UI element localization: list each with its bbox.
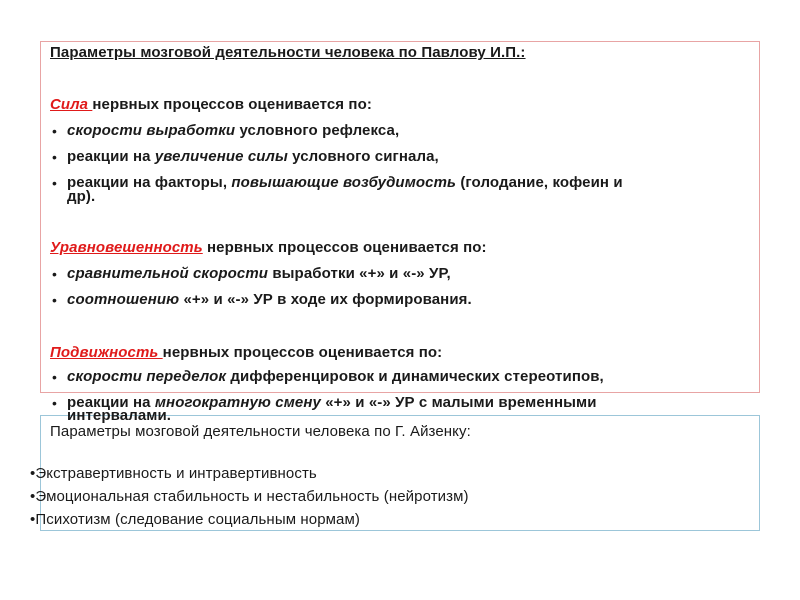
mobility-line [50, 345, 442, 361]
mobility-item-1: скорости переделок дифференцировок и динамических стереотипов, [67, 368, 604, 385]
eysenck-heading: Параметры мозговой деятельности человека по Г. Айзенку: [50, 423, 471, 440]
mobility-item-2-cont: интервалами. [67, 407, 172, 424]
strength-line [50, 97, 372, 113]
strength-key: Сила [50, 96, 93, 113]
balance-item-1: сравнительной скорости выработки «+» и «-» УР, [67, 265, 451, 282]
pavlov-heading: Параметры мозговой деятельности человека по Павлову И.П.: [50, 44, 526, 61]
pavlov-panel [40, 41, 760, 393]
balance-key: Уравновешенность [50, 239, 203, 256]
bullet-dot: • [52, 369, 57, 385]
strength-item-3: реакции на факторы, повышающие возбудимость (голодание, кофеин и [67, 174, 623, 191]
strength-item-1: скорости выработки условного рефлекса, [67, 122, 400, 139]
mobility-rest: нервных процессов оценивается по: [162, 344, 443, 361]
strength-item-2: реакции на увеличение силы условного сигнала, [67, 148, 439, 165]
mobility-key: Подвижность [50, 344, 163, 361]
balance-item-2: соотношению «+» и «-» УР в ходе их формирования. [67, 291, 472, 308]
eysenck-item-3: •Психотизм (следование социальным нормам) [30, 511, 361, 528]
bullet-dot: • [52, 266, 57, 282]
bullet-dot: • [52, 292, 57, 308]
eysenck-item-1: •Экстравертивность и интравертивность [30, 465, 317, 482]
eysenck-item-2: •Эмоциональная стабильность и нестабильность (нейротизм) [30, 488, 469, 505]
bullet-dot: • [52, 395, 57, 411]
strength-rest: нервных процессов оценивается по: [92, 96, 372, 113]
bullet-dot: • [52, 175, 57, 191]
balance-line [50, 240, 487, 256]
bullet-dot: • [52, 149, 57, 165]
bullet-dot: • [52, 123, 57, 139]
strength-item-3-cont: др). [67, 188, 96, 205]
mobility-item-2: реакции на многократную смену «+» и «-» УР с малыми временными [67, 394, 597, 411]
balance-rest: нервных процессов оценивается по: [202, 239, 487, 256]
